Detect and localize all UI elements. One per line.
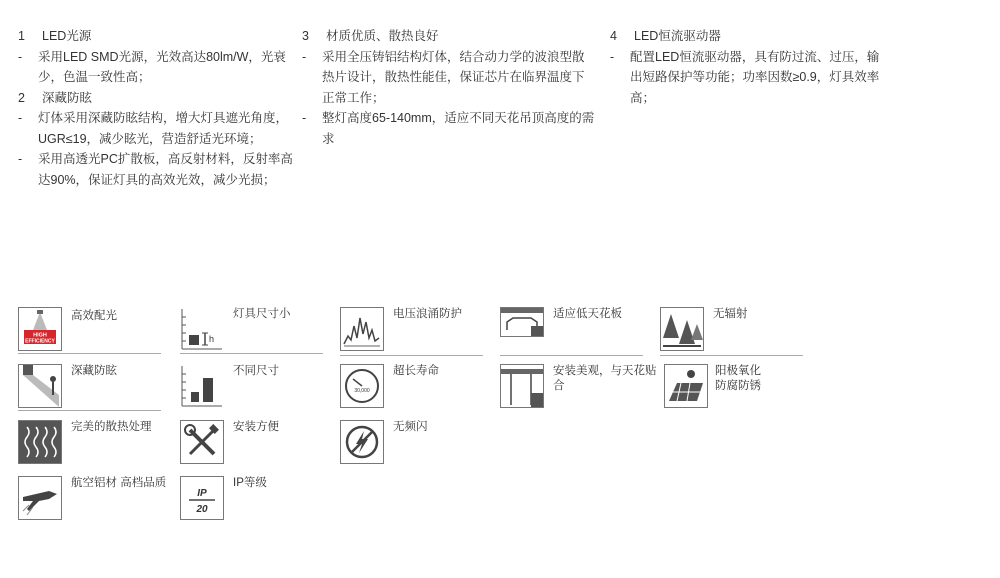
feature-title: 4 LED恒流驱动器 [610,29,721,43]
divider [660,355,803,356]
feature-title: 1 LED光源 [18,29,92,43]
icon-cell-aviation-aluminum [18,476,178,526]
feature-bullet: - 采用全压铸铝结构灯体，结合动力学的波浪型散热片设计，散热性能佳，保证芯片在临界温度下正常工作； [302,49,585,105]
badge-line2: EFFICIENCY [25,338,55,345]
divider [18,410,161,411]
icon-label: 高效配光 [71,310,117,322]
tree-icon [660,307,704,351]
ip-rating-icon [180,476,224,520]
ip-number: 20 [196,504,208,515]
icon-cell-deep-antiglare [18,364,178,414]
icon-label: 安装方便 [233,421,279,433]
icon-label: 航空铝材 高档品质 [71,477,167,489]
icon-label [715,364,815,394]
icon-label: 不同尺寸 [233,365,279,377]
icon-label: 完美的散热处理 [71,421,152,433]
icon-label: 安装美观，与天花贴合 [553,365,657,392]
icon-cell-different-sizes [180,364,340,414]
icon-cell-high-efficiency [18,307,178,357]
surge-wave-icon [340,307,384,351]
ip-text: IP [197,488,207,499]
icon-label: 灯具尺寸小 [233,308,291,320]
flush-ceiling-icon [500,364,544,408]
label-line1: 阳极氧化 [715,365,761,377]
height-glyph: h [209,334,215,344]
icon-label: 无辐射 [713,308,748,320]
icon-cell-lamp-size [180,307,340,357]
icon-label: 无频闪 [393,421,428,433]
ruler-size-icon [180,307,224,351]
icon-label: IP等级 [233,477,267,489]
badge-line1: HIGH [33,332,47,339]
icon-cell-easy-install [180,420,340,470]
divider [340,355,483,356]
divider [18,353,161,354]
icon-cell-no-flicker [340,420,500,470]
divider [500,355,643,356]
feature-bullet: - 采用LED SMD光源，光效高达80lm/W，光衰少，色温一致性高； [18,49,286,84]
icon-label: 深藏防眩 [71,365,117,377]
high-efficiency-icon [18,307,62,351]
icon-cell-flush-ceiling [500,364,660,414]
feature-bullet: - 配置LED恒流驱动器，具有防过流、过压，输出短路保护等功能；功率因数≥0.9，灯具效率高； [610,49,880,105]
icon-label: 适应低天花板 [553,308,622,320]
icon-cell-anodized [662,364,822,414]
jet-icon [18,476,62,520]
feature-title: 3 材质优质、散热良好 [302,29,439,43]
feature-title: 2 深藏防眩 [18,90,93,105]
icon-label: 超长寿命 [393,365,439,377]
label-line2: 防腐防锈 [715,380,761,392]
heat-wave-icon [18,420,62,464]
icon-cell-long-life [340,364,500,414]
feature-bullet: - 灯体采用深藏防眩结构，增大灯具遮光角度，UGR≤19，减少眩光，营造舒适光环境； [18,111,289,146]
divider [180,353,323,354]
feature-bullet: - 采用高透光PC扩散板，高反射材料，反射率高达90%，保证灯具的高效光效，减少光损； [18,152,293,187]
solar-panel-icon [664,364,708,408]
low-ceiling-icon [500,307,544,337]
feature-bullet: - 整灯高度65-140mm，适应不同天花吊顶高度的需求 [302,111,595,146]
size-bars-icon [180,364,224,408]
icon-cell-heat-dissipation [18,420,178,470]
clock-dial-icon [340,364,384,408]
no-flicker-icon [340,420,384,464]
icon-cell-low-ceiling [500,307,660,357]
tools-icon [180,420,224,464]
icon-label: 电压浪涌防护 [393,308,462,320]
icon-cell-surge [340,307,500,357]
icon-cell-no-radiation [660,307,820,357]
icon-cell-ip-rating [180,476,340,526]
dial-text: 30,000 [354,388,370,394]
antiglare-icon [18,364,62,408]
